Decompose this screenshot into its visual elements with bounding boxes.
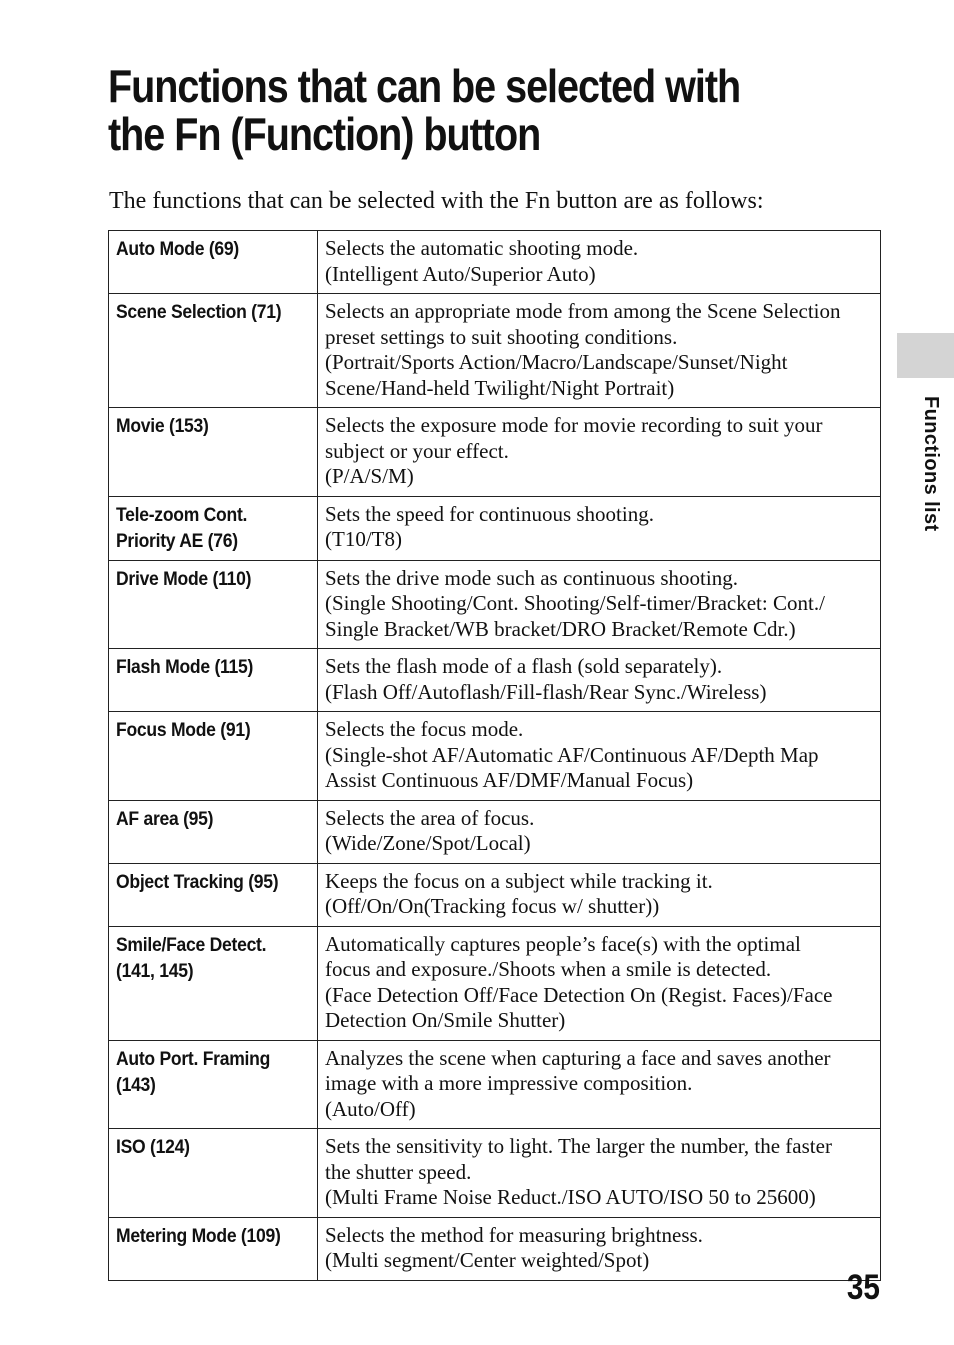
function-description-line: (P/A/S/M)	[325, 464, 414, 488]
function-name-line: Flash Mode (115)	[116, 656, 254, 678]
function-description-line: Single Bracket/WB bracket/DRO Bracket/Remote Cdr.)	[325, 616, 796, 641]
function-description-line: (Off/On/On(Tracking focus w/ shutter))	[325, 894, 660, 918]
page-title	[108, 62, 779, 158]
function-row	[109, 800, 881, 863]
function-name-line: (143)	[116, 1073, 156, 1096]
function-name-line: (141, 145)	[116, 959, 194, 982]
function-name-line: Auto Port. Framing	[116, 1047, 271, 1070]
function-description-line: Assist Continuous AF/DMF/Manual Focus)	[325, 768, 694, 792]
function-name-cell	[109, 408, 318, 497]
function-description-line: (Multi Frame Noise Reduct./ISO AUTO/ISO 50 to 25600)	[325, 1185, 816, 1209]
function-description-line: (Flash Off/Autoflash/Fill-flash/Rear Sync./Wireless)	[325, 679, 767, 704]
function-description-line: Scene/Hand-held Twilight/Night Portrait)	[325, 375, 675, 400]
function-description-line: (Auto/Off)	[325, 1096, 416, 1121]
function-name-line: ISO (124)	[116, 1136, 190, 1158]
function-name-line: Smile/Face Detect.	[116, 933, 267, 956]
function-name-cell	[109, 1217, 318, 1280]
function-description-cell	[318, 1129, 881, 1218]
function-description-cell	[318, 712, 881, 801]
function-row	[109, 863, 881, 926]
function-description-line: image with a more impressive composition.	[325, 1071, 693, 1095]
function-name-cell	[109, 560, 318, 649]
function-description-cell	[318, 649, 881, 712]
function-description-line: focus and exposure./Shoots when a smile is detected.	[325, 957, 772, 981]
function-description-cell	[318, 863, 881, 926]
function-row	[109, 408, 881, 497]
section-tab-marker	[897, 333, 954, 378]
function-description-line: Selects the focus mode.	[325, 717, 524, 741]
function-row	[109, 496, 881, 560]
function-description-line: (Wide/Zone/Spot/Local)	[325, 831, 531, 855]
function-description-cell	[318, 496, 881, 560]
function-description-line: (T10/T8)	[325, 527, 402, 551]
page-title-line-1: Functions that can be selected with	[108, 60, 741, 112]
function-description-line: Keeps the focus on a subject while tracking it.	[325, 868, 713, 893]
function-description-line: Sets the speed for continuous shooting.	[325, 501, 654, 526]
function-row	[109, 926, 881, 1040]
function-description-cell	[318, 560, 881, 649]
function-name-line: Priority AE (76)	[116, 529, 238, 552]
function-name-line: Object Tracking (95)	[116, 870, 279, 893]
function-row	[109, 1040, 881, 1129]
intro-text: The functions that can be selected with the Fn button are as follows:	[109, 188, 764, 214]
page-number: 35	[846, 1268, 880, 1307]
function-description-line: Sets the sensitivity to light. The larger the number, the faster	[325, 1134, 832, 1158]
function-description-line: Selects the method for measuring brightness.	[325, 1222, 703, 1247]
function-row	[109, 649, 881, 712]
function-row	[109, 294, 881, 408]
function-name-cell	[109, 1129, 318, 1218]
page-title-line-2: the Fn (Function) button	[108, 108, 541, 160]
function-name-cell	[109, 294, 318, 408]
function-name-cell	[109, 863, 318, 926]
function-description-line: preset settings to suit shooting conditions.	[325, 324, 678, 349]
function-description-line: (Multi segment/Center weighted/Spot)	[325, 1248, 650, 1272]
functions-table	[108, 230, 881, 1281]
function-row	[109, 712, 881, 801]
function-description-line: (Single Shooting/Cont. Shooting/Self-timer/Bracket: Cont./	[325, 591, 825, 615]
function-name-cell	[109, 926, 318, 1040]
function-description-line: Selects an appropriate mode from among the Scene Selection	[325, 299, 841, 323]
function-row	[109, 231, 881, 294]
function-description-line: Analyzes the scene when capturing a face and saves another	[325, 1045, 831, 1070]
function-description-line: the shutter speed.	[325, 1159, 472, 1184]
function-name-line: Focus Mode (91)	[116, 719, 251, 741]
function-description-line: Selects the exposure mode for movie recording to suit your	[325, 413, 823, 437]
function-name-cell	[109, 712, 318, 801]
section-label: Functions list	[920, 396, 942, 532]
function-row	[109, 1217, 881, 1280]
function-description-cell	[318, 408, 881, 497]
function-name-cell	[109, 1040, 318, 1129]
function-row	[109, 560, 881, 649]
function-description-cell	[318, 800, 881, 863]
functions-table-body	[109, 231, 881, 1281]
function-description-cell	[318, 926, 881, 1040]
function-description-line: Selects the automatic shooting mode.	[325, 236, 639, 260]
function-description-cell	[318, 1040, 881, 1129]
function-description-line: Detection On/Smile Shutter)	[325, 1008, 566, 1032]
function-description-cell	[318, 294, 881, 408]
function-description-line: Selects the area of focus.	[325, 805, 535, 830]
function-description-line: Sets the drive mode such as continuous shooting.	[325, 565, 738, 590]
function-description-line: subject or your effect.	[325, 438, 509, 463]
function-name-line: Movie (153)	[116, 415, 209, 437]
function-description-cell	[318, 231, 881, 294]
function-name-line: AF area (95)	[116, 807, 214, 830]
function-name-line: Auto Mode (69)	[116, 238, 239, 260]
function-name-line: Drive Mode (110)	[116, 567, 252, 590]
function-name-cell	[109, 649, 318, 712]
function-name-line: Metering Mode (109)	[116, 1224, 281, 1247]
function-name-line: Scene Selection (71)	[116, 301, 282, 323]
function-name-line: Tele-zoom Cont.	[116, 503, 248, 526]
function-description-line: Sets the flash mode of a flash (sold separately).	[325, 654, 723, 678]
function-description-line: (Portrait/Sports Action/Macro/Landscape/Sunset/Night	[325, 350, 788, 374]
function-description-cell	[318, 1217, 881, 1280]
function-description-line: (Face Detection Off/Face Detection On (Regist. Faces)/Face	[325, 982, 833, 1007]
function-name-cell	[109, 800, 318, 863]
function-description-line: (Single-shot AF/Automatic AF/Continuous AF/Depth Map	[325, 742, 819, 767]
function-name-cell	[109, 231, 318, 294]
function-row	[109, 1129, 881, 1218]
function-description-line: (Intelligent Auto/Superior Auto)	[325, 261, 596, 286]
function-description-line: Automatically captures people’s face(s) with the optimal	[325, 931, 801, 956]
function-name-cell	[109, 496, 318, 560]
